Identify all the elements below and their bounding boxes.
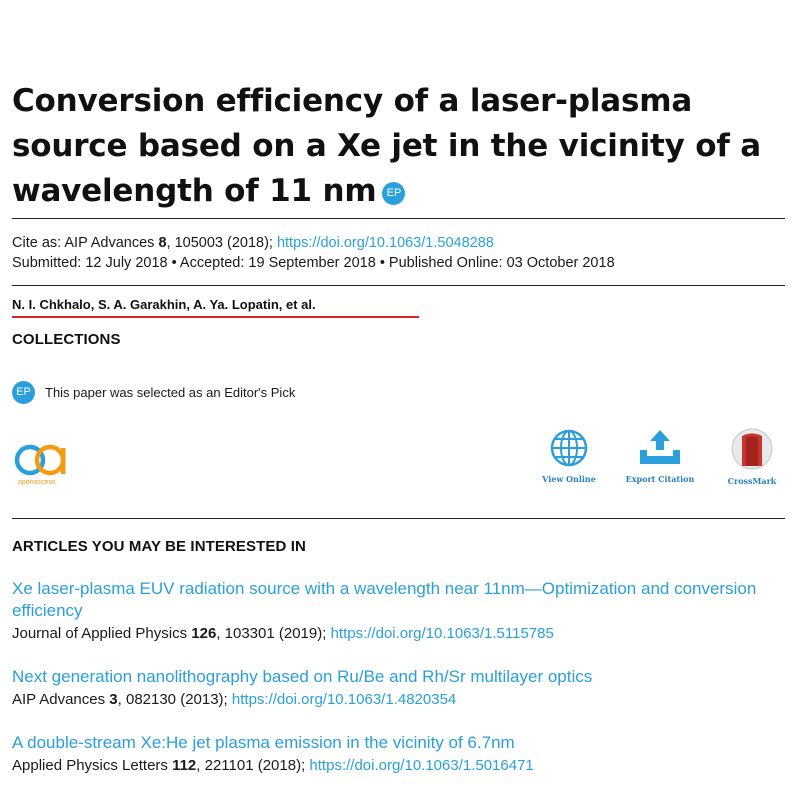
journal-volume: 112 bbox=[172, 757, 197, 774]
divider bbox=[12, 218, 785, 219]
editors-pick-row bbox=[12, 381, 295, 404]
divider bbox=[12, 285, 785, 286]
editors-pick-badge[interactable]: EP bbox=[382, 182, 405, 205]
related-article bbox=[12, 732, 787, 778]
open-access-label: openaccess bbox=[18, 479, 56, 486]
view-online-label: View Online bbox=[542, 474, 596, 484]
divider bbox=[12, 518, 785, 519]
export-citation-button[interactable] bbox=[622, 428, 698, 484]
related-article bbox=[12, 666, 787, 712]
collections-heading: COLLECTIONS bbox=[12, 331, 121, 348]
crossmark-button[interactable] bbox=[714, 428, 790, 486]
title-text: Conversion efficiency of a laser-plasma source based on a Xe jet in the vicinity of a wavelength of 11 nm bbox=[12, 83, 761, 209]
related-article-citation bbox=[12, 754, 787, 778]
cite-prefix: Cite as: AIP Advances bbox=[12, 235, 159, 251]
view-online-button[interactable] bbox=[531, 428, 607, 484]
journal-name: AIP Advances bbox=[12, 691, 110, 708]
related-article-doi-link[interactable]: https://doi.org/10.1063/1.5115785 bbox=[330, 625, 554, 642]
page-title bbox=[12, 79, 787, 214]
related-article bbox=[12, 578, 787, 646]
cite-rest: , 105003 (2018); bbox=[166, 235, 277, 251]
journal-rest: , 103301 (2019); bbox=[216, 625, 331, 642]
related-article-title-link[interactable]: Next generation nanolithography based on Ru/Be and Rh/Sr multilayer optics bbox=[12, 667, 593, 686]
cite-line bbox=[12, 233, 615, 253]
journal-rest: , 221101 (2018); bbox=[196, 757, 310, 774]
journal-name: Journal of Applied Physics bbox=[12, 625, 192, 642]
related-article-citation bbox=[12, 688, 787, 712]
crossmark-label: CrossMark bbox=[727, 476, 777, 486]
article-page bbox=[12, 0, 787, 791]
journal-rest: , 082130 (2013); bbox=[117, 691, 232, 708]
related-article-citation bbox=[12, 622, 787, 646]
cite-doi-link[interactable]: https://doi.org/10.1063/1.5048288 bbox=[276, 235, 494, 251]
author-underline bbox=[12, 316, 419, 318]
export-citation-label: Export Citation bbox=[625, 474, 695, 484]
cite-volume: 8 bbox=[158, 235, 167, 251]
related-articles-heading: ARTICLES YOU MAY BE INTERESTED IN bbox=[12, 538, 306, 555]
globe-icon bbox=[549, 428, 589, 468]
publication-dates: Submitted: 12 July 2018 • Accepted: 19 September 2018 • Published Online: 03 October 2018 bbox=[12, 255, 615, 271]
journal-volume: 3 bbox=[109, 691, 118, 708]
journal-name: Applied Physics Letters bbox=[12, 757, 173, 774]
editors-pick-text: This paper was selected as an Editor's Pick bbox=[45, 385, 296, 400]
citation-block bbox=[12, 233, 615, 273]
related-article-doi-link[interactable]: https://doi.org/10.1063/1.4820354 bbox=[231, 691, 457, 708]
journal-volume: 126 bbox=[191, 625, 217, 642]
related-article-title-link[interactable]: A double-stream Xe:He jet plasma emission in the vicinity of 6.7nm bbox=[12, 733, 515, 752]
related-article-doi-link[interactable]: https://doi.org/10.1063/1.5016471 bbox=[309, 757, 534, 774]
export-icon bbox=[637, 428, 683, 468]
author-list[interactable]: N. I. Chkhalo, S. A. Garakhin, A. Ya. Lopatin, et al. bbox=[12, 297, 316, 312]
related-article-title-link[interactable]: Xe laser-plasma EUV radiation source with a wavelength near 11nm—Optimization and conversion efficiency bbox=[12, 579, 757, 620]
editors-pick-icon: EP bbox=[12, 381, 35, 404]
crossmark-icon bbox=[730, 428, 774, 470]
